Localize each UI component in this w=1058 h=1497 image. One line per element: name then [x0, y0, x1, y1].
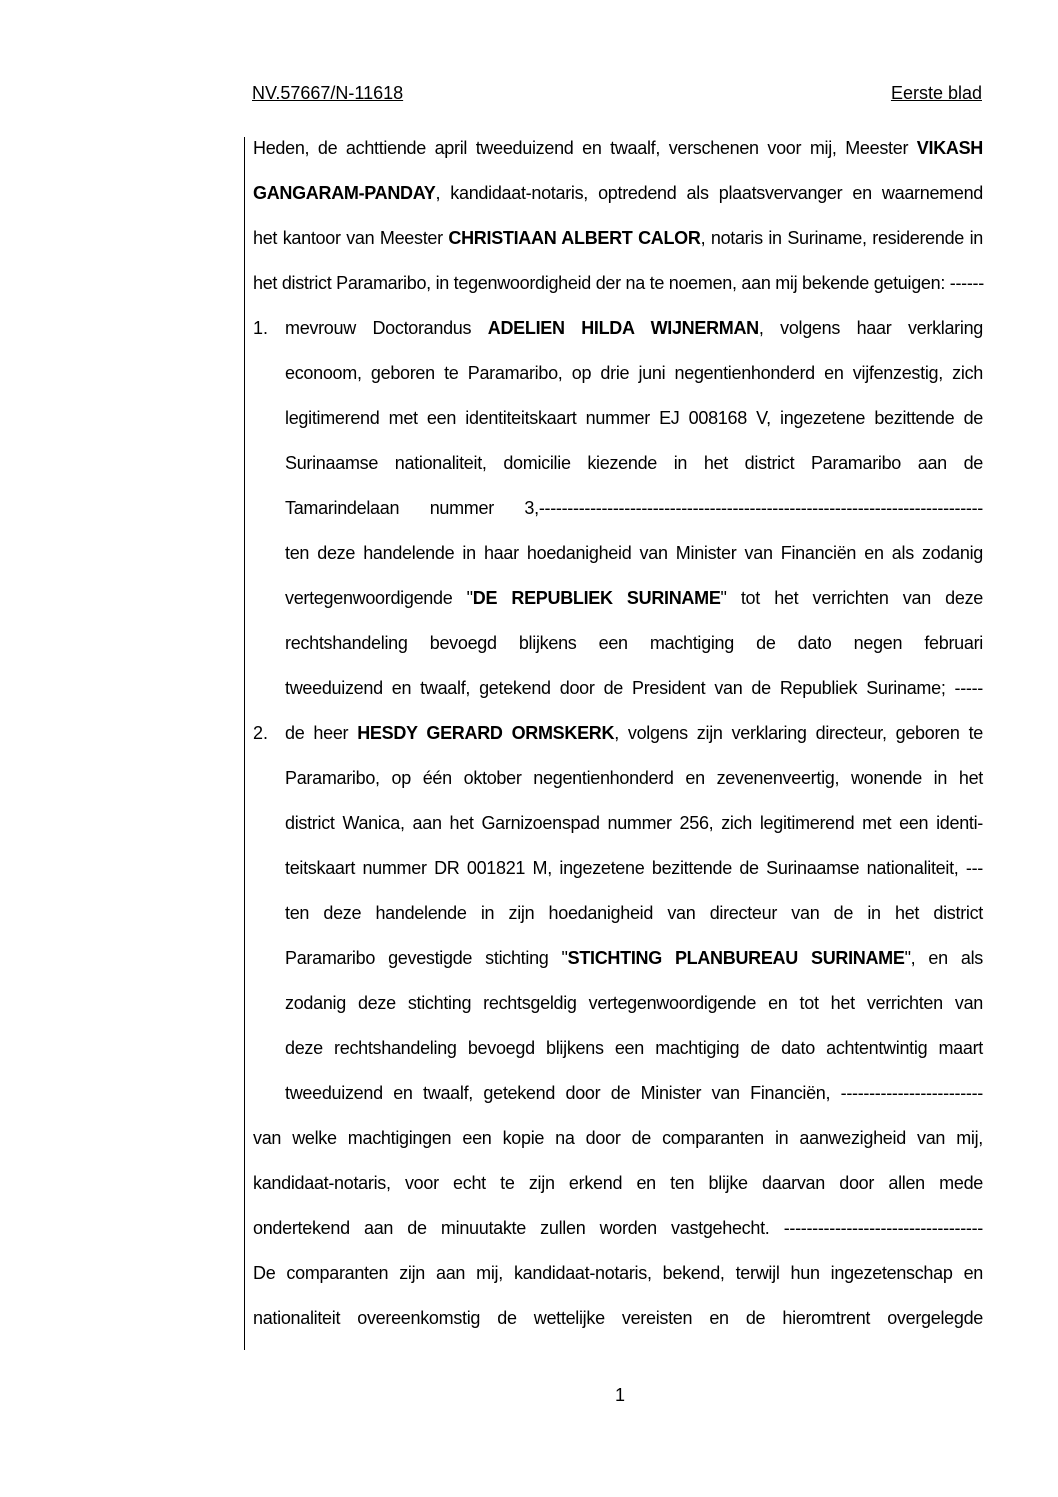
text-line [285, 768, 983, 788]
text-run: ten deze handelende in haar hoedanigheid van Minister van Financiën en als zodanig [285, 543, 983, 563]
list-number: 1. [253, 318, 269, 338]
text-line [285, 363, 983, 383]
text-line [285, 1083, 983, 1103]
sheet-label: Eerste blad [890, 83, 982, 103]
text-line [285, 588, 983, 608]
text-run: van welke machtigingen een kopie na door de comparanten in aanwezigheid van mij, [253, 1128, 983, 1148]
text-run: , volgens zijn verklaring directeur, geboren te [614, 723, 983, 743]
text-line [285, 858, 983, 878]
text-run: ", en als [904, 948, 983, 968]
text-run: de heer [285, 723, 358, 743]
text-run: legitimerend met een identiteitskaart nummer EJ 008168 V, ingezetene bezittende de [285, 408, 983, 428]
text-line [253, 138, 983, 158]
bold-name: HESDY GERARD ORMSKERK [357, 723, 615, 743]
page-number: 1 [614, 1385, 625, 1405]
text-run: , volgens haar verklaring [758, 318, 983, 338]
bold-name: CHRISTIAAN ALBERT CALOR [448, 228, 701, 248]
text-run: tweeduizend en twaalf, getekend door de President van de Republiek Suriname; ----- [285, 678, 983, 698]
bold-name: DE REPUBLIEK SURINAME [472, 588, 721, 608]
text-run: Paramaribo gevestigde stichting " [285, 948, 568, 968]
text-run: Surinaamse nationaliteit, domicilie kiezende in het district Paramaribo aan de [285, 453, 983, 473]
document-reference: NV.57667/N-11618 [252, 83, 404, 103]
text-run: Tamarindelaan nummer 3,------------------------------------------------------------------------------ [285, 498, 983, 518]
text-run: district Wanica, aan het Garnizoenspad nummer 256, zich legitimerend met een identi- [285, 813, 983, 833]
text-run: vertegenwoordigende " [285, 588, 473, 608]
text-run: mevrouw Doctorandus [285, 318, 488, 338]
text-line [285, 1038, 983, 1058]
text-run: Paramaribo, op één oktober negentienhonderd en zevenenveertig, wonende in het [285, 768, 983, 788]
text-line [285, 723, 983, 743]
text-line [285, 948, 983, 968]
bold-name: VIKASH [916, 138, 983, 158]
text-line [285, 903, 983, 923]
text-line [285, 678, 983, 698]
text-run: ondertekend aan de minuutakte zullen worden vastgehecht. ----------------------------------- [253, 1218, 983, 1238]
text-run: nationaliteit overeenkomstig de wettelijke vereisten en de hieromtrent overgelegde [253, 1308, 983, 1328]
text-run: deze rechtshandeling bevoegd blijkens een machtiging de dato achtentwintig maart [285, 1038, 983, 1058]
text-line [285, 633, 983, 653]
bold-name: STICHTING PLANBUREAU SURINAME [567, 948, 905, 968]
text-run: De comparanten zijn aan mij, kandidaat-notaris, bekend, terwijl hun ingezetenschap en [253, 1263, 983, 1283]
text-line [253, 228, 983, 248]
text-line [253, 183, 983, 203]
text-line [285, 543, 983, 563]
text-line [253, 1218, 983, 1238]
text-line [253, 1308, 983, 1328]
text-run: , notaris in Suriname, residerende in [700, 228, 983, 248]
text-run: " tot het verrichten van deze [720, 588, 983, 608]
list-number: 2. [253, 723, 269, 743]
text-line [285, 408, 983, 428]
text-run: econoom, geboren te Paramaribo, op drie juni negentienhonderd en vijfenzestig, zich [285, 363, 983, 383]
text-run: rechtshandeling bevoegd blijkens een machtiging de dato negen februari [285, 633, 983, 653]
text-run: kandidaat-notaris, voor echt te zijn erkend en ten blijke daarvan door allen mede [253, 1173, 983, 1193]
margin-line [244, 137, 245, 1350]
text-run: , kandidaat-notaris, optredend als plaatsvervanger en waarnemend [435, 183, 983, 203]
text-line [285, 498, 983, 518]
text-run: Heden, de achttiende april tweeduizend en twaalf, verschenen voor mij, Meester [253, 138, 917, 158]
text-run: het kantoor van Meester [253, 228, 449, 248]
text-line [285, 813, 983, 833]
bold-name: GANGARAM-PANDAY [253, 183, 436, 203]
text-line [285, 993, 983, 1013]
text-run: teitskaart nummer DR 001821 M, ingezetene bezittende de Surinaamse nationaliteit, --- [285, 858, 983, 878]
text-run: zodanig deze stichting rechtsgeldig vertegenwoordigende en tot het verrichten van [285, 993, 983, 1013]
text-line [253, 1263, 983, 1283]
text-line [253, 1173, 983, 1193]
text-run: tweeduizend en twaalf, getekend door de Minister van Financiën, ------------------------- [285, 1083, 983, 1103]
text-run: ten deze handelende in zijn hoedanigheid van directeur van de in het district [285, 903, 983, 923]
text-line [253, 273, 983, 293]
text-line [285, 453, 983, 473]
bold-name: ADELIEN HILDA WIJNERMAN [487, 318, 759, 338]
text-line [253, 1128, 983, 1148]
text-run: het district Paramaribo, in tegenwoordigheid der na te noemen, aan mij bekende getuigen: ------ [253, 273, 984, 293]
text-line [285, 318, 983, 338]
